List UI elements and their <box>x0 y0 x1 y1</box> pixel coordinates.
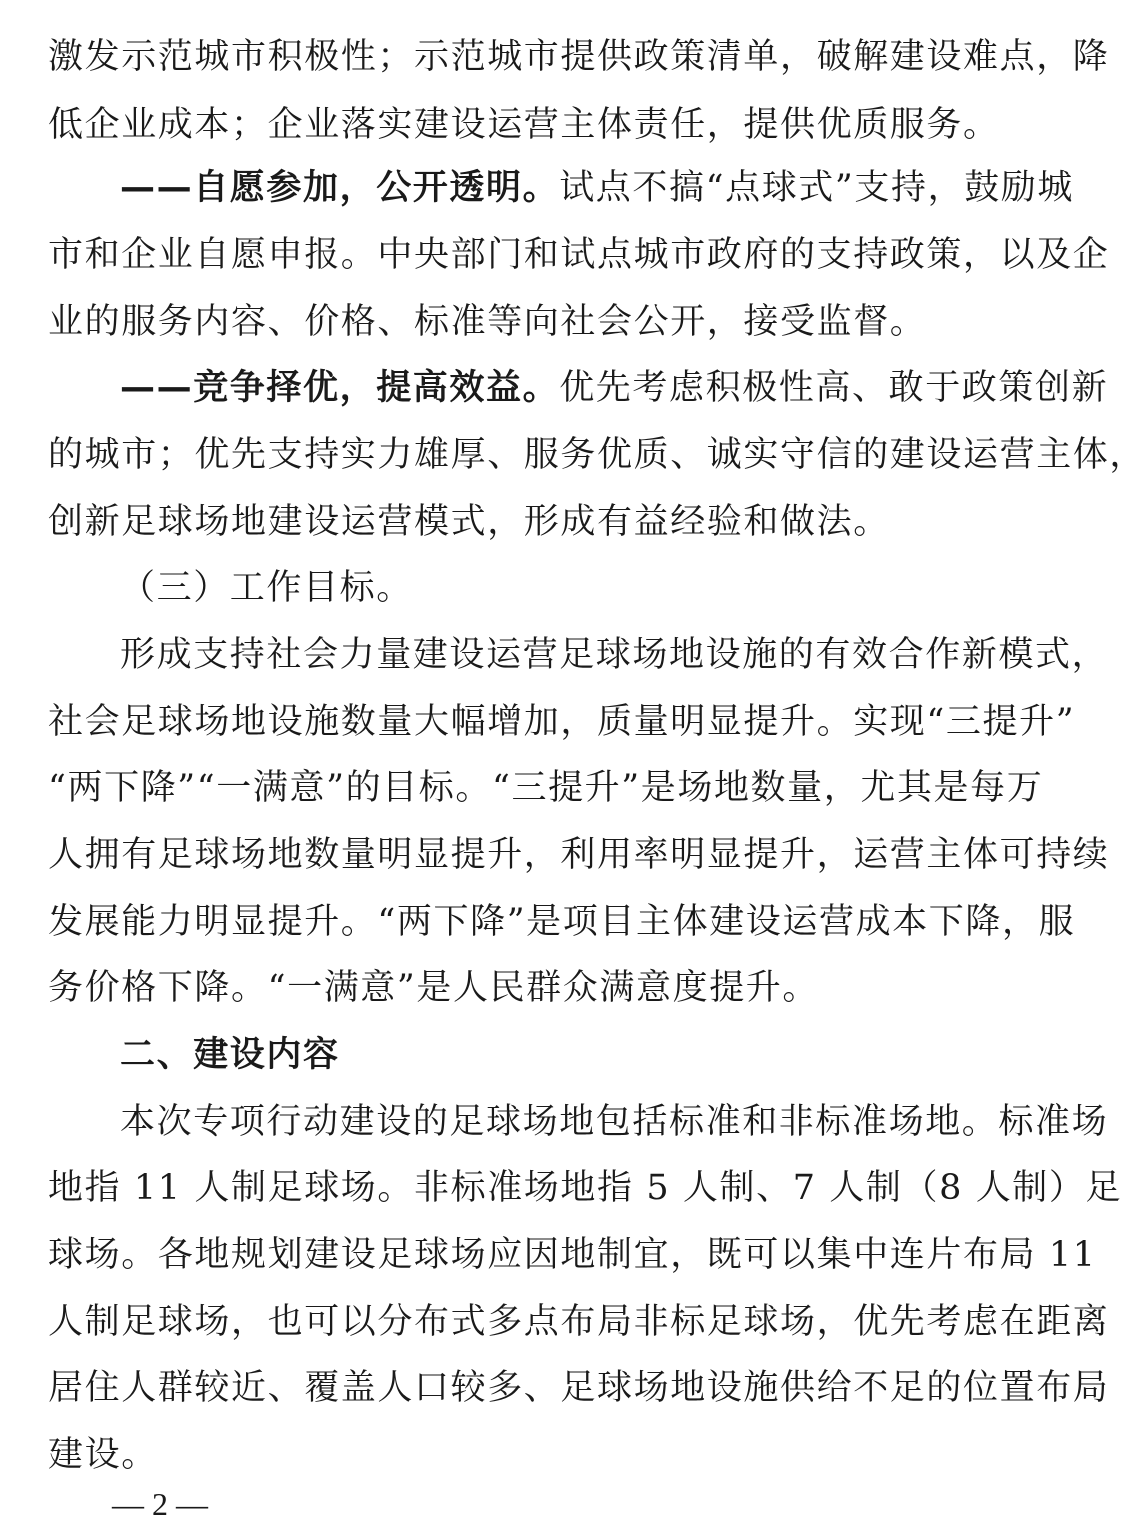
paragraph-line: 建设。 <box>48 1435 158 1475</box>
paragraph-line: 业的服务内容、价格、标准等向社会公开，接受监督。 <box>48 302 927 342</box>
section-subheading: （三）工作目标。 <box>120 568 413 608</box>
principle-voluntary-title: ——自愿参加，公开透明。 <box>120 168 560 208</box>
paragraph-line: 发展能力明显提升。“两下降”是项目主体建设运营成本下降，服 <box>48 902 1076 942</box>
paragraph-line: 人拥有足球场地数量明显提升，利用率明显提升，运营主体可持续 <box>48 835 1110 875</box>
paragraph-line: 的城市；优先支持实力雄厚、服务优质、诚实守信的建设运营主体， <box>48 435 1146 475</box>
paragraph-line: 本次专项行动建设的足球场地包括标准和非标准场地。标准场 <box>120 1102 1109 1142</box>
paragraph-line: 人制足球场，也可以分布式多点布局非标足球场，优先考虑在距离 <box>48 1302 1110 1342</box>
paragraph-line: 形成支持社会力量建设运营足球场地设施的有效合作新模式， <box>120 635 1109 675</box>
paragraph-line: 低企业成本；企业落实建设运营主体责任，提供优质服务。 <box>48 105 1000 145</box>
paragraph-line: 地指 11 人制足球场。非标准场地指 5 人制、7 人制（8 人制）足 <box>48 1168 1123 1208</box>
principle-competition-line <box>120 363 1109 413</box>
principle-voluntary-line <box>120 163 1074 213</box>
paragraph-line: 创新足球场地建设运营模式，形成有益经验和做法。 <box>48 502 890 542</box>
paragraph-line: 社会足球场地设施数量大幅增加，质量明显提升。实现“三提升” <box>48 702 1076 742</box>
section-heading: 二、建设内容 <box>120 1035 340 1075</box>
principle-competition-text: 优先考虑积极性高、敢于政策创新 <box>559 368 1109 408</box>
page-number: — 2 — <box>112 1486 208 1522</box>
paragraph-line: 激发示范城市积极性；示范城市提供政策清单，破解建设难点，降 <box>48 37 1110 77</box>
paragraph-line: 球场。各地规划建设足球场应因地制宜，既可以集中连片布局 11 <box>48 1235 1097 1275</box>
principle-competition-title: ——竞争择优，提高效益。 <box>120 368 560 408</box>
paragraph-line: 务价格下降。“一满意”是人民群众满意度提升。 <box>48 968 819 1008</box>
paragraph-line: 居住人群较近、覆盖人口较多、足球场地设施供给不足的位置布局 <box>48 1368 1110 1408</box>
paragraph-line: 市和企业自愿申报。中央部门和试点城市政府的支持政策，以及企 <box>48 235 1110 275</box>
paragraph-line: “两下降”“一满意”的目标。“三提升”是场地数量，尤其是每万 <box>48 768 1044 808</box>
principle-voluntary-text: 试点不搞“点球式”支持，鼓励城 <box>559 168 1074 208</box>
